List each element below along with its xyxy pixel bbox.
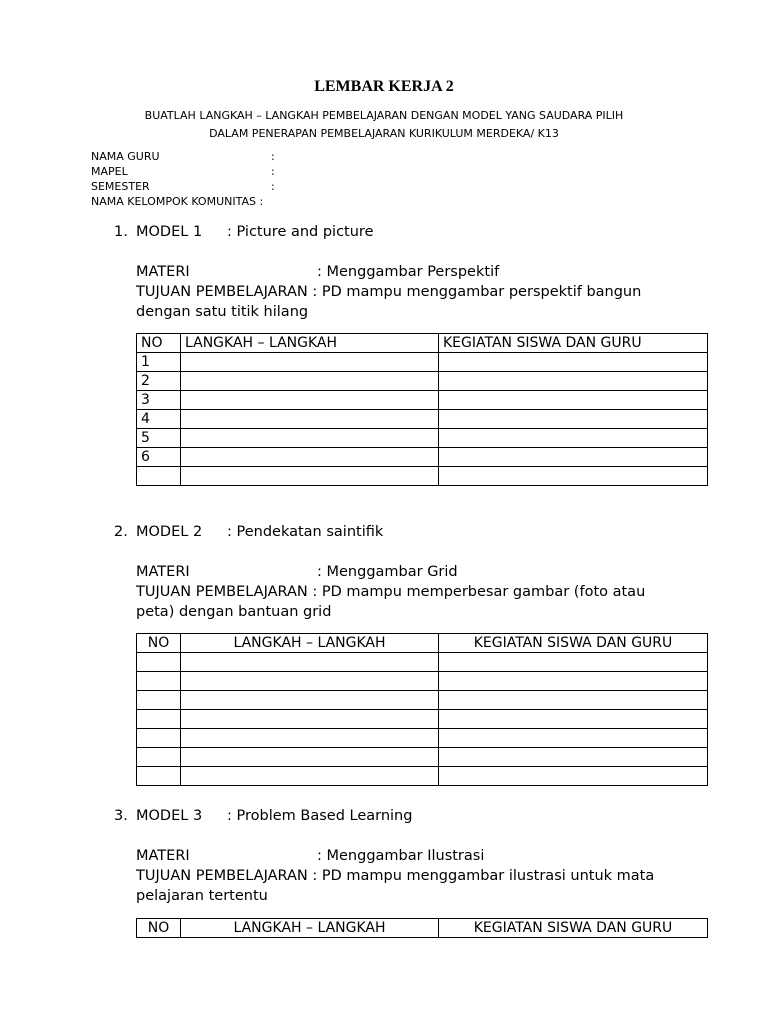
row-number: 1 xyxy=(137,353,181,372)
field-colon: : xyxy=(271,150,275,163)
table-row xyxy=(137,691,708,710)
langkah-cell[interactable] xyxy=(181,748,439,767)
instruction-line-1: BUATLAH LANGKAH – LANGKAH PEMBELAJARAN DENGAN MODEL YANG SAUDARA PILIH xyxy=(144,109,624,122)
model-2-label: MODEL 2 xyxy=(136,524,203,540)
header-kegiatan: KEGIATAN SISWA DAN GURU xyxy=(439,334,708,353)
header-no: NO xyxy=(137,334,181,353)
field-label-mapel: MAPEL xyxy=(91,165,128,178)
row-number xyxy=(137,729,181,748)
model-2-number: 2. xyxy=(114,524,128,540)
field-colon: : xyxy=(271,165,275,178)
model-1-tujuan-line-1: TUJUAN PEMBELAJARAN : PD mampu menggambar perspektif bangun xyxy=(136,284,642,300)
table-row xyxy=(137,672,708,691)
langkah-cell[interactable] xyxy=(181,467,439,486)
kegiatan-cell[interactable] xyxy=(439,467,708,486)
kegiatan-cell[interactable] xyxy=(439,429,708,448)
model-1-name: : Picture and picture xyxy=(227,224,374,240)
table-row xyxy=(137,767,708,786)
langkah-cell[interactable] xyxy=(181,767,439,786)
model-3-tujuan-line-1: TUJUAN PEMBELAJARAN : PD mampu menggambar ilustrasi untuk mata xyxy=(136,868,655,884)
table-header-row xyxy=(137,634,708,653)
instruction-line-2: DALAM PENERAPAN PEMBELAJARAN KURIKULUM MERDEKA/ K13 xyxy=(209,127,559,140)
kegiatan-cell[interactable] xyxy=(439,672,708,691)
table-row xyxy=(137,710,708,729)
table-row xyxy=(137,729,708,748)
kegiatan-cell[interactable] xyxy=(439,691,708,710)
model-3-tujuan-line-2: pelajaran tertentu xyxy=(136,888,268,904)
model-2-name: : Pendekatan saintifik xyxy=(227,524,384,540)
langkah-cell[interactable] xyxy=(181,372,439,391)
row-number xyxy=(137,653,181,672)
model-3-number: 3. xyxy=(114,808,128,824)
kegiatan-cell[interactable] xyxy=(439,353,708,372)
langkah-cell[interactable] xyxy=(181,353,439,372)
row-number: 6 xyxy=(137,448,181,467)
langkah-cell[interactable] xyxy=(181,448,439,467)
model-1-materi-value: : Menggambar Perspektif xyxy=(317,264,500,280)
kegiatan-cell[interactable] xyxy=(439,767,708,786)
table-header-row xyxy=(137,919,708,938)
model-2-materi-value: : Menggambar Grid xyxy=(317,564,458,580)
header-kegiatan: KEGIATAN SISWA DAN GURU xyxy=(439,919,708,938)
row-number xyxy=(137,748,181,767)
field-label-nama-guru: NAMA GURU xyxy=(91,150,160,163)
model-1-table xyxy=(136,333,708,486)
header-kegiatan: KEGIATAN SISWA DAN GURU xyxy=(439,634,708,653)
table-header-row xyxy=(137,334,708,353)
row-number xyxy=(137,467,181,486)
table-row xyxy=(137,748,708,767)
field-label-kelompok: NAMA KELOMPOK KOMUNITAS : xyxy=(91,195,264,208)
page-title: LEMBAR KERJA 2 xyxy=(314,78,454,95)
kegiatan-cell[interactable] xyxy=(439,372,708,391)
row-number: 4 xyxy=(137,410,181,429)
model-3-table xyxy=(136,918,708,938)
row-number xyxy=(137,672,181,691)
model-2-table xyxy=(136,633,708,786)
model-1-materi-label: MATERI xyxy=(136,264,190,280)
table-row xyxy=(137,372,708,391)
table-row xyxy=(137,653,708,672)
row-number xyxy=(137,691,181,710)
model-1-number: 1. xyxy=(114,224,128,240)
table-row xyxy=(137,410,708,429)
field-colon: : xyxy=(271,180,275,193)
table-row xyxy=(137,353,708,372)
langkah-cell[interactable] xyxy=(181,429,439,448)
langkah-cell[interactable] xyxy=(181,729,439,748)
model-3-label: MODEL 3 xyxy=(136,808,203,824)
header-langkah: LANGKAH – LANGKAH xyxy=(181,919,439,938)
langkah-cell[interactable] xyxy=(181,672,439,691)
kegiatan-cell[interactable] xyxy=(439,391,708,410)
header-langkah: LANGKAH – LANGKAH xyxy=(181,634,439,653)
langkah-cell[interactable] xyxy=(181,653,439,672)
model-2-tujuan-line-2: peta) dengan bantuan grid xyxy=(136,604,332,620)
model-3-name: : Problem Based Learning xyxy=(227,808,413,824)
row-number: 2 xyxy=(137,372,181,391)
kegiatan-cell[interactable] xyxy=(439,653,708,672)
table-row xyxy=(137,391,708,410)
table-row xyxy=(137,467,708,486)
kegiatan-cell[interactable] xyxy=(439,729,708,748)
table-row xyxy=(137,429,708,448)
langkah-cell[interactable] xyxy=(181,691,439,710)
model-1-tujuan-line-2: dengan satu titik hilang xyxy=(136,304,309,320)
langkah-cell[interactable] xyxy=(181,410,439,429)
kegiatan-cell[interactable] xyxy=(439,410,708,429)
langkah-cell[interactable] xyxy=(181,710,439,729)
row-number: 3 xyxy=(137,391,181,410)
model-1-label: MODEL 1 xyxy=(136,224,203,240)
kegiatan-cell[interactable] xyxy=(439,748,708,767)
row-number xyxy=(137,767,181,786)
header-no: NO xyxy=(137,919,181,938)
header-no: NO xyxy=(137,634,181,653)
langkah-cell[interactable] xyxy=(181,391,439,410)
model-2-materi-label: MATERI xyxy=(136,564,190,580)
kegiatan-cell[interactable] xyxy=(439,448,708,467)
kegiatan-cell[interactable] xyxy=(439,710,708,729)
model-3-materi-value: : Menggambar Ilustrasi xyxy=(317,848,485,864)
model-2-tujuan-line-1: TUJUAN PEMBELAJARAN : PD mampu memperbesar gambar (foto atau xyxy=(136,584,646,600)
field-label-semester: SEMESTER xyxy=(91,180,150,193)
table-row xyxy=(137,448,708,467)
model-3-materi-label: MATERI xyxy=(136,848,190,864)
row-number xyxy=(137,710,181,729)
header-langkah: LANGKAH – LANGKAH xyxy=(181,334,439,353)
row-number: 5 xyxy=(137,429,181,448)
